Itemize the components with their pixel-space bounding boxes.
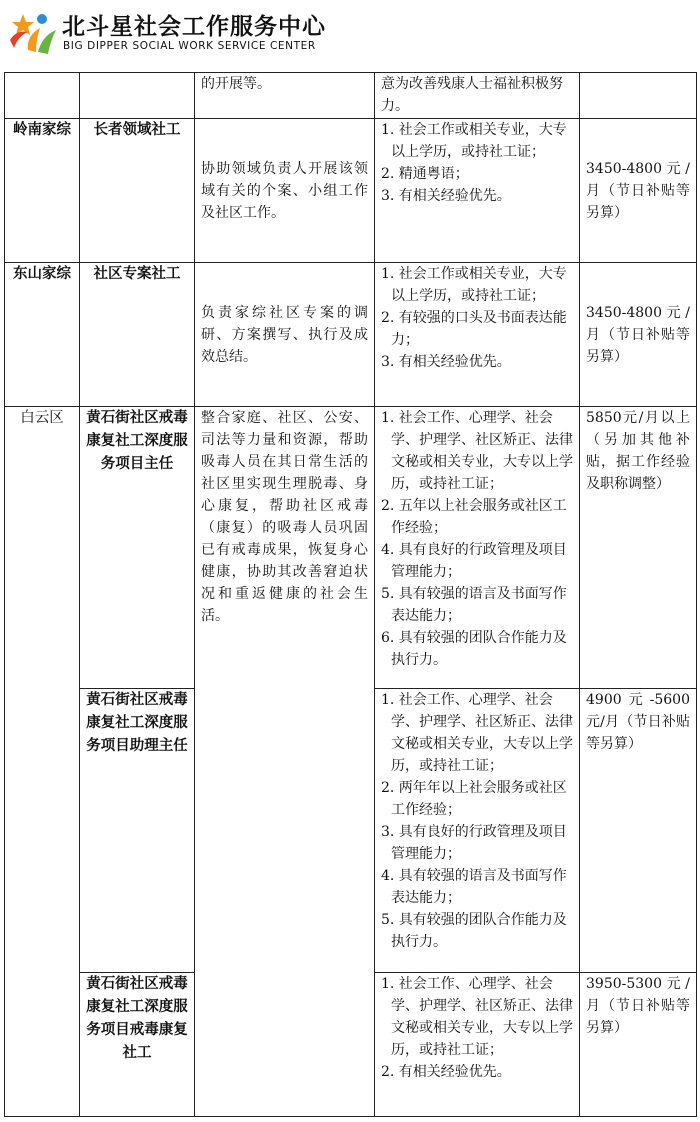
region-cell: 岭南家综	[5, 119, 80, 263]
requirement-item: 1. 社会工作、心理学、社会学、护理学、社区矫正、法律文秘或相关专业，大专以上学历，或持社工证；	[381, 976, 573, 1058]
post-cell	[80, 73, 195, 119]
requirement-item: 2. 两年年以上社会服务或社区工作经验；	[381, 780, 567, 818]
pay-cell: 5850元/月以上（另加其他补贴，据工作经验及职称调整）	[580, 407, 697, 689]
table-row	[5, 263, 697, 407]
requirements-cell	[375, 407, 580, 689]
requirement-item: 1. 社会工作或相关专业，大专以上学历，或持社工证；	[381, 122, 567, 160]
post-cell: 长者领域社工	[80, 119, 195, 263]
pay-cell	[580, 73, 697, 119]
duty-cell: 整合家庭、社区、公安、司法等力量和资源，帮助吸毒人员在其日常生活的社区里实现生理脱毒、身心康复，帮助社区戒毒（康复）的吸毒人员巩固已有戒毒成果，恢复身心健康，协助其改善窘迫状况和重返健康的社会生活。	[195, 407, 375, 1117]
requirements-cell	[375, 689, 580, 973]
region-cell: 白云区	[5, 407, 80, 1117]
requirements-cell	[375, 263, 580, 407]
org-name-en: BIG DIPPER SOCIAL WORK SERVICE CENTER	[63, 40, 316, 52]
requirement-item: 3. 具有良好的行政管理及项目管理能力；	[381, 824, 567, 862]
duty-cell: 协助领域负责人开展该领域有关的个案、小组工作及社区工作。	[195, 119, 375, 263]
org-name-cn: 北斗星社会工作服务中心	[62, 14, 326, 40]
requirement-item: 3. 有相关经验优先。	[381, 188, 511, 204]
region-cell	[5, 73, 80, 119]
requirement-item: 5. 具有较强的语言及书面写作表达能力；	[381, 586, 567, 624]
duty-cell: 负责家综社区专案的调研、方案撰写、执行及成效总结。	[195, 263, 375, 407]
duty-cell: 的开展等。	[195, 73, 375, 119]
requirement-item: 2. 有较强的口头及书面表达能力；	[381, 310, 567, 348]
job-table	[4, 72, 697, 1117]
requirement-item: 1. 社会工作或相关专业，大专以上学历，或持社工证；	[381, 266, 567, 304]
requirement-item: 2. 五年以上社会服务或社区工作经验；	[381, 498, 567, 536]
post-cell: 社区专案社工	[80, 263, 195, 407]
requirement-item: 2. 有相关经验优先。	[381, 1064, 511, 1080]
post-cell: 黄石街社区戒毒康复社工深度服务项目主任	[80, 407, 195, 689]
requirements-cell	[375, 973, 580, 1117]
requirement-item: 1. 社会工作、心理学、社会学、护理学、社区矫正、法律文秘或相关专业，大专以上学历，或持社工证；	[381, 692, 573, 774]
big-dipper-logo-icon	[6, 6, 60, 56]
requirements-cell	[375, 119, 580, 263]
requirements-cell	[375, 73, 580, 119]
post-cell: 黄石街社区戒毒康复社工深度服务项目助理主任	[80, 689, 195, 973]
requirement-item: 1. 社会工作、心理学、社会学、护理学、社区矫正、法律文秘或相关专业，大专以上学历，或持社工证；	[381, 410, 573, 492]
requirement-item: 3. 有相关经验优先。	[381, 354, 511, 370]
post-cell: 黄石街社区戒毒康复社工深度服务项目戒毒康复社工	[80, 973, 195, 1117]
page-header	[0, 0, 700, 72]
pay-cell: 3450-4800元/月（节日补贴等另算）	[580, 263, 697, 407]
pay-cell: 4900元-5600元/月（节日补贴等另算）	[580, 689, 697, 973]
requirement-item: 4. 具有良好的行政管理及项目管理能力；	[381, 542, 567, 580]
requirement-item: 6. 具有较强的团队合作能力及执行力。	[381, 630, 567, 668]
requirement-item: 4. 具有较强的语言及书面写作表达能力；	[381, 868, 567, 906]
table-row	[5, 407, 697, 689]
requirement-item: 2. 精通粤语；	[381, 166, 469, 182]
table-row	[5, 73, 697, 119]
table-row	[5, 119, 697, 263]
requirement-item: 5. 具有较强的团队合作能力及执行力。	[381, 912, 567, 950]
pay-cell: 3450-4800元/月（节日补贴等另算）	[580, 119, 697, 263]
requirement-item: 意为改善残康人士福祉积极努力。	[381, 76, 563, 114]
region-cell: 东山家综	[5, 263, 80, 407]
pay-cell: 3950-5300元/月（节日补贴等另算）	[580, 973, 697, 1117]
